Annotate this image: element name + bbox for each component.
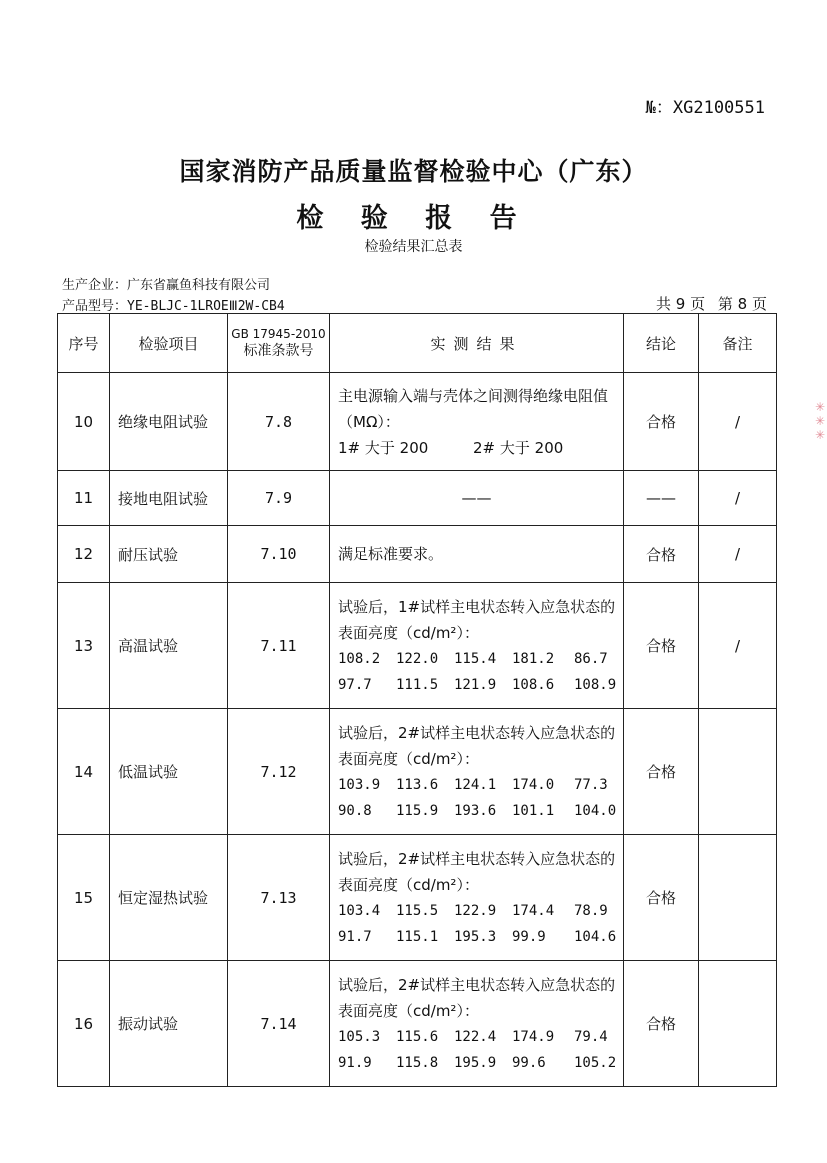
- luminance-value: 86.7: [574, 650, 608, 667]
- standard-clause-label: 标准条款号: [243, 343, 314, 359]
- page-number: 第 8 页: [717, 295, 767, 313]
- luminance-value: 113.6: [396, 776, 439, 793]
- luminance-value: 122.4: [454, 1028, 497, 1045]
- row-clause: 7.10: [228, 526, 330, 583]
- report-number: №：XG2100551: [645, 98, 765, 118]
- luminance-value: 195.9: [454, 1054, 497, 1071]
- luminance-value: 97.7: [338, 676, 372, 693]
- row-remark: [699, 835, 777, 961]
- row-remark: /: [699, 373, 777, 471]
- result-text: 试验后，2#试样主电状态转入应急状态的表面亮度（cd/m²）：: [338, 723, 616, 768]
- row-conclusion: 合格: [624, 373, 699, 471]
- row-conclusion: 合格: [624, 835, 699, 961]
- result-text: 试验后，1#试样主电状态转入应急状态的表面亮度（cd/m²）：: [338, 597, 616, 642]
- luminance-value: 115.6: [396, 1028, 439, 1045]
- luminance-values: [338, 646, 617, 698]
- luminance-values: [338, 898, 617, 950]
- col-result: 实测结果: [330, 314, 624, 373]
- luminance-value: 103.4: [338, 902, 381, 919]
- luminance-value: 122.0: [396, 650, 439, 667]
- row-clause: 7.12: [228, 709, 330, 835]
- luminance-value: 181.2: [512, 650, 555, 667]
- luminance-value: 115.5: [396, 902, 439, 919]
- center-title: 国家消防产品质量监督检验中心（广东）: [179, 157, 648, 186]
- luminance-value: 79.4: [574, 1028, 608, 1045]
- luminance-value: 90.8: [338, 802, 372, 819]
- row-seq: 12: [58, 526, 110, 583]
- row-item: 恒定湿热试验: [110, 835, 228, 961]
- standard-code: GB 17945-2010: [231, 327, 326, 341]
- model-label: 产品型号：: [62, 299, 128, 314]
- row-result: [330, 961, 624, 1087]
- col-item: 检验项目: [110, 314, 228, 373]
- row-conclusion: 合格: [624, 583, 699, 709]
- luminance-value: 111.5: [396, 676, 439, 693]
- row-seq: 13: [58, 583, 110, 709]
- result-sample-1: 1# 大于 200: [338, 438, 429, 457]
- producer-value: 广东省赢鱼科技有限公司: [127, 278, 271, 293]
- luminance-values: [338, 772, 617, 824]
- luminance-value: 122.9: [454, 902, 497, 919]
- luminance-value: 105.2: [574, 1054, 617, 1071]
- luminance-value: 108.9: [574, 676, 617, 693]
- luminance-value: 104.0: [574, 802, 617, 819]
- row-item: 耐压试验: [110, 526, 228, 583]
- row-seq: 15: [58, 835, 110, 961]
- model-line: [62, 295, 285, 314]
- row-result: 满足标准要求。: [330, 526, 624, 583]
- row-remark: /: [699, 471, 777, 526]
- row-clause: 7.9: [228, 471, 330, 526]
- col-seq: 序号: [58, 314, 110, 373]
- luminance-value: 78.9: [574, 902, 608, 919]
- row-item: 高温试验: [110, 583, 228, 709]
- row-clause: 7.11: [228, 583, 330, 709]
- model-value: YE-BLJC-1LROEⅢ2W-CB4: [127, 299, 285, 314]
- report-subtitle: 检验结果汇总表: [364, 239, 463, 255]
- row-result: [330, 835, 624, 961]
- page-indicator: [656, 293, 767, 314]
- row-conclusion: ——: [624, 471, 699, 526]
- luminance-value: 174.9: [512, 1028, 555, 1045]
- luminance-value: 115.9: [396, 802, 439, 819]
- luminance-value: 124.1: [454, 776, 497, 793]
- row-clause: 7.8: [228, 373, 330, 471]
- result-sample-2: 2# 大于 200: [473, 438, 564, 457]
- row-seq: 10: [58, 373, 110, 471]
- luminance-value: 103.9: [338, 776, 381, 793]
- table-row: [58, 709, 777, 835]
- row-seq: 11: [58, 471, 110, 526]
- table-row: [58, 583, 777, 709]
- luminance-value: 101.1: [512, 802, 555, 819]
- luminance-values: [338, 1024, 617, 1076]
- luminance-value: 91.7: [338, 928, 372, 945]
- producer-line: [62, 274, 270, 293]
- luminance-value: 77.3: [574, 776, 608, 793]
- row-result: [330, 373, 624, 471]
- result-text: 试验后，2#试样主电状态转入应急状态的表面亮度（cd/m²）：: [338, 975, 616, 1020]
- table-header-row: [58, 314, 777, 373]
- result-summary-table: [57, 313, 777, 1087]
- col-conclusion: 结论: [624, 314, 699, 373]
- seal-stamp-edge: ✳✳✳: [813, 400, 827, 442]
- row-remark: [699, 961, 777, 1087]
- luminance-value: 121.9: [454, 676, 497, 693]
- col-standard: [228, 314, 330, 373]
- row-result: ——: [330, 471, 624, 526]
- luminance-value: 115.8: [396, 1054, 439, 1071]
- row-clause: 7.13: [228, 835, 330, 961]
- result-text: 试验后，2#试样主电状态转入应急状态的表面亮度（cd/m²）：: [338, 849, 616, 894]
- result-pair: [338, 435, 617, 461]
- table-row: [58, 961, 777, 1087]
- luminance-value: 115.1: [396, 928, 439, 945]
- row-seq: 16: [58, 961, 110, 1087]
- col-remark: 备注: [699, 314, 777, 373]
- result-text: 主电源输入端与壳体之间测得绝缘电阻值（MΩ）：: [338, 386, 609, 431]
- luminance-value: 195.3: [454, 928, 497, 945]
- luminance-value: 108.2: [338, 650, 381, 667]
- luminance-value: 108.6: [512, 676, 555, 693]
- row-conclusion: 合格: [624, 709, 699, 835]
- luminance-value: 99.6: [512, 1054, 546, 1071]
- table-row: [58, 526, 777, 583]
- luminance-value: 105.3: [338, 1028, 381, 1045]
- row-item: 振动试验: [110, 961, 228, 1087]
- row-item: 接地电阻试验: [110, 471, 228, 526]
- row-conclusion: 合格: [624, 526, 699, 583]
- table-row: [58, 471, 777, 526]
- luminance-value: 174.4: [512, 902, 555, 919]
- luminance-value: 99.9: [512, 928, 546, 945]
- row-result: [330, 583, 624, 709]
- row-remark: /: [699, 583, 777, 709]
- row-clause: 7.14: [228, 961, 330, 1087]
- luminance-value: 91.9: [338, 1054, 372, 1071]
- row-remark: /: [699, 526, 777, 583]
- row-remark: [699, 709, 777, 835]
- luminance-value: 115.4: [454, 650, 497, 667]
- row-conclusion: 合格: [624, 961, 699, 1087]
- row-result: [330, 709, 624, 835]
- producer-label: 生产企业：: [62, 278, 128, 293]
- table-row: [58, 373, 777, 471]
- report-title: 检 验 报 告: [296, 203, 531, 234]
- table-row: [58, 835, 777, 961]
- row-seq: 14: [58, 709, 110, 835]
- luminance-value: 104.6: [574, 928, 617, 945]
- luminance-value: 193.6: [454, 802, 497, 819]
- row-item: 低温试验: [110, 709, 228, 835]
- total-pages: 共 9 页: [656, 295, 706, 313]
- row-item: 绝缘电阻试验: [110, 373, 228, 471]
- luminance-value: 174.0: [512, 776, 555, 793]
